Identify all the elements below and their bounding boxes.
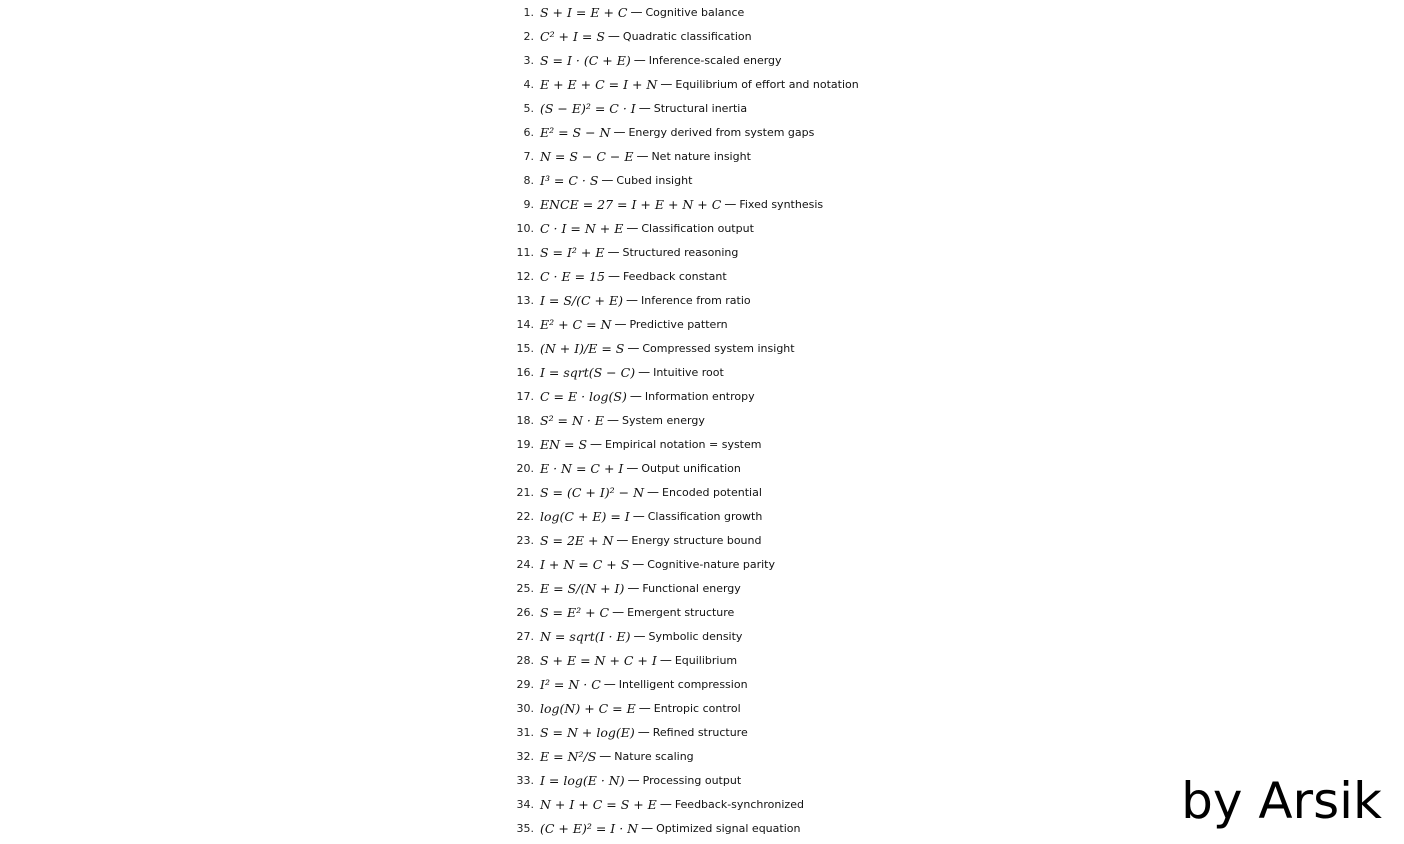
formula-number: 21. (516, 485, 534, 499)
formula-item (507, 24, 1007, 48)
formula-description: Structural inertia (653, 101, 748, 115)
formula-description: Classification growth (647, 509, 763, 523)
formula-equation: C · E = 15 (540, 268, 605, 284)
formula-number: 11. (516, 245, 534, 259)
formula-separator: — (629, 389, 642, 403)
formula-equation: log(C + E) = I (540, 508, 630, 524)
formula-number: 17. (516, 389, 534, 403)
formula-separator: — (641, 821, 654, 835)
formula-description: Classification output (641, 221, 754, 235)
formula-separator: — (632, 509, 645, 523)
formula-separator: — (633, 53, 646, 67)
formula-number: 5. (523, 101, 534, 115)
formula-separator: — (630, 5, 643, 19)
formula-item (507, 360, 1007, 384)
formula-item (507, 0, 1007, 24)
formula-item (507, 744, 1007, 768)
formula-description: Symbolic density (648, 629, 743, 643)
formula-separator: — (601, 173, 614, 187)
formula-separator: — (627, 341, 640, 355)
formula-item (507, 480, 1007, 504)
formula-number: 24. (516, 557, 534, 571)
formula-item (507, 576, 1007, 600)
formula-equation: I² = N · C (540, 676, 601, 692)
formula-number: 2. (523, 29, 534, 43)
formula-item (507, 48, 1007, 72)
formula-separator: — (599, 749, 612, 763)
formula-equation: N + I + C = S + E (540, 796, 657, 812)
formula-number: 26. (516, 605, 534, 619)
formula-separator: — (638, 101, 651, 115)
formula-separator: — (636, 149, 649, 163)
formula-number: 9. (523, 197, 534, 211)
formula-equation: C² + I = S (540, 28, 605, 44)
formula-equation: S² = N · E (540, 412, 604, 428)
formula-equation: E = N²/S (540, 748, 597, 764)
formula-number: 32. (516, 749, 534, 763)
formula-item (507, 648, 1007, 672)
formula-equation: E · N = C + I (540, 460, 624, 476)
formula-description: Predictive pattern (629, 317, 728, 331)
formula-number: 7. (523, 149, 534, 163)
formula-number: 30. (516, 701, 534, 715)
formula-item (507, 312, 1007, 336)
formula-item (507, 552, 1007, 576)
formula-equation: C = E · log(S) (540, 388, 627, 404)
formula-item (507, 408, 1007, 432)
formula-separator: — (590, 437, 603, 451)
formula-number: 13. (516, 293, 534, 307)
formula-item (507, 216, 1007, 240)
formula-number: 1. (523, 5, 534, 19)
formula-equation: I + N = C + S (540, 556, 630, 572)
formula-equation: C · I = N + E (540, 220, 624, 236)
formula-item (507, 504, 1007, 528)
formula-number: 31. (516, 725, 534, 739)
formula-equation: S = I² + E (540, 244, 605, 260)
formula-separator: — (614, 317, 627, 331)
formula-number: 12. (516, 269, 534, 283)
formula-number: 3. (523, 53, 534, 67)
formula-equation: E = S/(N + I) (540, 580, 625, 596)
formula-number: 18. (516, 413, 534, 427)
formula-description: Intuitive root (653, 365, 724, 379)
formula-description: Compressed system insight (642, 341, 795, 355)
formula-equation: I = log(E · N) (540, 772, 625, 788)
formula-item (507, 624, 1007, 648)
formula-description: Quadratic classification (622, 29, 752, 43)
formula-description: Fixed synthesis (739, 197, 824, 211)
formula-item (507, 336, 1007, 360)
formula-description: Cubed insight (616, 173, 693, 187)
formula-number: 34. (516, 797, 534, 811)
formula-number: 16. (516, 365, 534, 379)
formula-number: 15. (516, 341, 534, 355)
formula-separator: — (607, 29, 620, 43)
formula-description: Equilibrium of effort and notation (675, 77, 859, 91)
formula-separator: — (613, 125, 626, 139)
formula-number: 27. (516, 629, 534, 643)
formula-separator: — (626, 461, 639, 475)
formula-item (507, 672, 1007, 696)
formula-number: 22. (516, 509, 534, 523)
formula-description: Cognitive balance (645, 5, 745, 19)
formula-description: Energy derived from system gaps (628, 125, 815, 139)
formula-equation: S = N + log(E) (540, 724, 635, 740)
formula-equation: S = E² + C (540, 604, 610, 620)
formula-equation: N = sqrt(I · E) (540, 628, 631, 644)
formula-item (507, 432, 1007, 456)
formula-description: Nature scaling (614, 749, 694, 763)
signature: by Arsik (1181, 772, 1382, 830)
formula-equation: N = S − C − E (540, 148, 634, 164)
formula-description: Functional energy (642, 581, 741, 595)
formula-description: Equilibrium (674, 653, 738, 667)
formula-number: 23. (516, 533, 534, 547)
formula-description: Feedback constant (622, 269, 727, 283)
formula-item (507, 144, 1007, 168)
formula-description: Output unification (641, 461, 741, 475)
formula-separator: — (633, 629, 646, 643)
formula-separator: — (607, 245, 620, 259)
formula-item (507, 72, 1007, 96)
formula-description: Processing output (642, 773, 742, 787)
formula-number: 20. (516, 461, 534, 475)
formula-item (507, 192, 1007, 216)
formula-separator: — (637, 725, 650, 739)
formula-separator: — (626, 221, 639, 235)
formula-equation: S = 2E + N (540, 532, 614, 548)
formula-separator: — (626, 293, 638, 307)
formula-item (507, 816, 1007, 840)
formula-equation: E + E + C = I + N (540, 76, 658, 92)
formula-equation: (N + I)/E = S (540, 340, 625, 356)
formula-description: Structured reasoning (622, 245, 739, 259)
formula-description: Cognitive-nature parity (647, 557, 775, 571)
formula-equation: S = (C + I)² − N (540, 484, 645, 500)
formula-separator: — (659, 797, 672, 811)
formula-equation: (S − E)² = C · I (540, 100, 636, 116)
formula-separator: — (647, 485, 660, 499)
formula-number: 19. (516, 437, 534, 451)
formula-list (507, 0, 1007, 840)
formula-item (507, 456, 1007, 480)
formula-item (507, 384, 1007, 408)
formula-equation: I = sqrt(S − C) (540, 364, 636, 380)
formula-separator: — (612, 605, 625, 619)
formula-separator: — (724, 197, 737, 211)
formula-number: 25. (516, 581, 534, 595)
formula-item (507, 792, 1007, 816)
formula-item (507, 240, 1007, 264)
formula-equation: I³ = C · S (540, 172, 599, 188)
formula-description: Energy structure bound (631, 533, 762, 547)
formula-separator: — (659, 653, 672, 667)
formula-separator: — (616, 533, 629, 547)
formula-item (507, 168, 1007, 192)
formula-number: 35. (516, 821, 534, 835)
formula-description: Optimized signal equation (656, 821, 801, 835)
formula-number: 28. (516, 653, 534, 667)
formula-description: Inference-scaled energy (648, 53, 782, 67)
formula-number: 4. (523, 77, 534, 91)
formula-number: 6. (523, 125, 534, 139)
formula-equation: S + E = N + C + I (540, 652, 657, 668)
formula-equation: I = S/(C + E) (540, 292, 623, 308)
formula-description: Inference from ratio (641, 293, 751, 307)
formula-item (507, 288, 1007, 312)
formula-separator: — (627, 773, 640, 787)
formula-separator: — (607, 269, 620, 283)
formula-equation: (C + E)² = I · N (540, 820, 639, 836)
formula-description: Information entropy (644, 389, 755, 403)
formula-item (507, 120, 1007, 144)
formula-description: Empirical notation = system (605, 437, 762, 451)
formula-item (507, 720, 1007, 744)
formula-description: Entropic control (653, 701, 741, 715)
formula-separator: — (638, 701, 651, 715)
formula-equation: E² + C = N (540, 316, 612, 332)
formula-item (507, 264, 1007, 288)
formula-description: Feedback-synchronized (674, 797, 804, 811)
formula-item (507, 528, 1007, 552)
formula-equation: E² = S − N (540, 124, 611, 140)
formula-separator: — (606, 413, 619, 427)
formula-description: Emergent structure (627, 605, 735, 619)
formula-description: Encoded potential (662, 485, 762, 499)
formula-equation: S = I · (C + E) (540, 52, 631, 68)
formula-description: System energy (621, 413, 705, 427)
formula-separator: — (632, 557, 645, 571)
formula-item (507, 768, 1007, 792)
formula-description: Net nature insight (651, 149, 751, 163)
formula-equation: log(N) + C = E (540, 700, 636, 716)
formula-equation: ENCE = 27 = I + E + N + C (540, 196, 722, 212)
formula-item (507, 96, 1007, 120)
formula-number: 10. (516, 221, 534, 235)
formula-description: Refined structure (652, 725, 748, 739)
formula-number: 33. (516, 773, 534, 787)
formula-number: 29. (516, 677, 534, 691)
formula-description: Intelligent compression (618, 677, 748, 691)
formula-equation: S + I = E + C (540, 4, 628, 20)
formula-separator: — (627, 581, 640, 595)
formula-separator: — (603, 677, 616, 691)
formula-number: 8. (523, 173, 534, 187)
formula-item (507, 696, 1007, 720)
formula-separator: — (660, 77, 673, 91)
formula-equation: EN = S (540, 436, 588, 452)
formula-separator: — (638, 365, 651, 379)
formula-item (507, 600, 1007, 624)
formula-number: 14. (516, 317, 534, 331)
